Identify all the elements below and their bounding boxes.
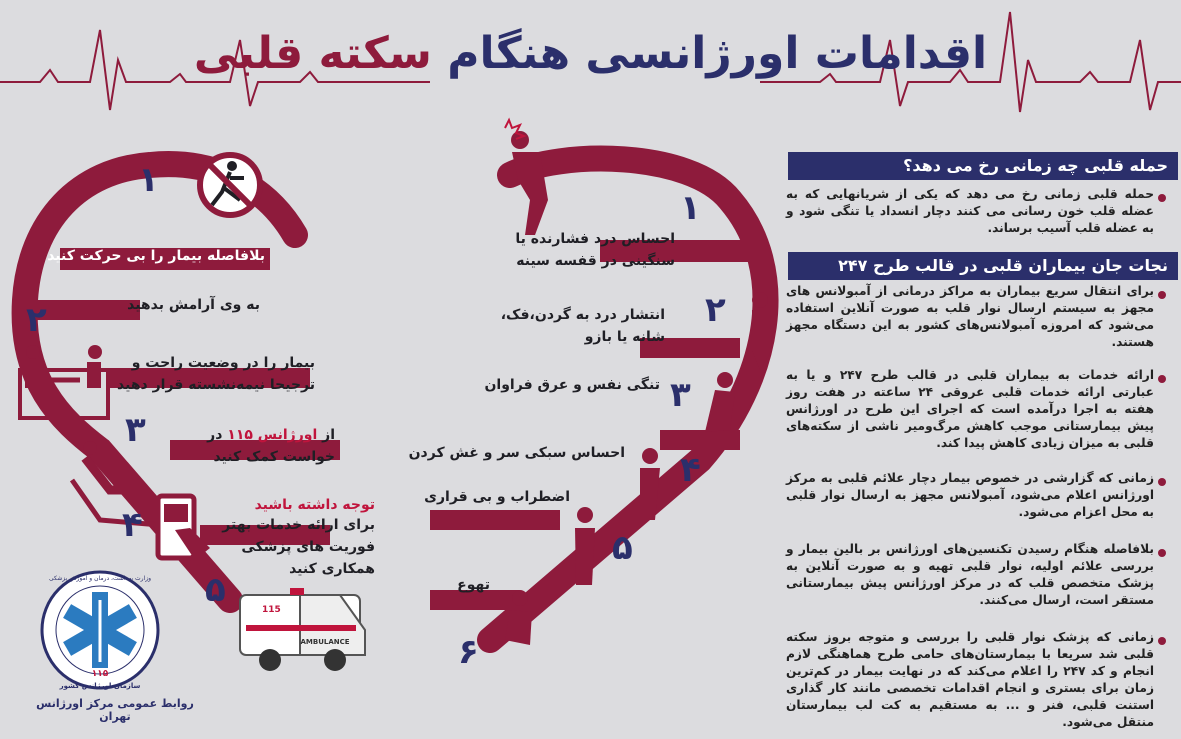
symptom6-text: تهوع [457,577,490,593]
page-title [0,28,1181,79]
plan-item-1: برای انتقال سریع بیماران به مراکز درمانی از آمبولانس های مجهز به سیستم ارسال نوار قلب به صورت آنلاین استفاده می‌شود که امروزه آمبولانس‌های کشور به این دستگاه مجهز هستند. [786,284,1154,349]
symptom3-bar [660,430,740,450]
bullet [1158,375,1166,383]
bullet [1158,478,1166,486]
plan-item-4: بلافاصله هنگام رسیدن تکنسین‌های اورژانس بر بالین بیمار و بررسی علائم اولیه، نوار قلبی تهیه و به صورت آنلاین به پزشک متخصص قلب که در مرکز اورژانس پیش بیمارستانی مستقر است، ارسال می‌کنند. [786,542,1154,607]
bullet [1158,549,1166,557]
symptom2-text: انتشار درد به گردن،فک، شانه یا بازو [500,307,665,345]
bullet [1158,637,1166,645]
plan-item-5: زمانی که پزشک نوار قلبی را بررسی و متوجه بروز سکته قلبی شد سریعا با بیمارستان‌های حامی طرح هماهنگی لازم انجام و کد ۲۴۷ را اعلام می‌کند که در نهایت بیمار در کم‌ترین زمان برای بستری و انجام اقدامات تخصصی مانند کار گذاری استنت قلبی، فنر و ... به مستقیم به کت لب بیمارستان منتقل می‌شود. [786,630,1155,729]
emergency-logo [42,572,158,690]
bullet [1158,291,1166,299]
symptom-number: ۳ [670,375,691,415]
symptom3-text: تنگی نفس و عرق فراوان [484,377,660,393]
symptom4-text: احساس سبکی سر و غش کردن [408,445,625,461]
symptom-number: ۱ [680,188,701,228]
step2-text: به وی آرامش بدهید [127,297,260,313]
step3-text: بیمار را در وضعیت راحت و ترجیحا نیمه‌نشسته قرار دهید [117,355,315,393]
step-number: ۳ [125,410,146,450]
credit-text: روابط عمومی مرکز اورژانس تهران [36,697,194,723]
sweating-figure [705,372,735,432]
heading-when-attack: حمله قلبی چه زمانی رخ می دهد؟ [788,152,1178,180]
symptom-number: ۶ [458,632,479,672]
symptom1-text: احساس درد فشارنده یا سنگینی در قفسه سینه [515,231,675,269]
step4-text-b: در خواست کمک کنید [207,427,335,465]
step1-text: بلافاصله بیمار را بی حرکت کنید [47,248,265,264]
plan-item-2: ارائه خدمات به بیماران قلبی در قالب طرح ۲۴۷ و یا به عبارتی ارائه خدمات قلبی عروقی ۲۴ ساعته در هفت روز هفته به اجرا درآمده است که اجرای این طرح در اورژانس پیش بیمارستانی موجب کاهش مرگ‌ومیر ناشی از سکته‌های قلبی به میزان زیادی کاهش پیدا کند. [786,368,1154,450]
logo-org: سازمان اورژانس کشور [59,682,141,690]
logo-ring-text: وزارت بهداشت، درمان و آموزش پزشکی [48,575,152,582]
step-number: ۴ [122,505,143,545]
ambulance-label: AMBULANCE [300,638,350,646]
bullet [1158,194,1166,202]
step5-text: برای ارائه خدمات بهتر فوریت های پزشکی همکاری کنید [222,517,375,577]
no-running-icon [200,155,260,215]
symptom-number: ۴ [680,450,701,490]
symptom-number: ۲ [705,290,726,330]
ambulance-icon [240,588,365,671]
step4-text [175,424,335,468]
heading-247-plan: نجات جان بیماران قلبی در قالب طرح ۲۴۷ [788,252,1178,280]
anxiety-figure [575,507,595,585]
symptom-number: ۵ [612,528,633,568]
title-part1: اقدامات اورژانسی هنگام [447,28,988,79]
step4-text-a: از [317,427,335,443]
logo-number: ۱۱۵ [91,669,109,679]
emergency-115-text: اورژانس ۱۱۵ [227,427,318,443]
symptom5-bar [430,510,560,530]
paragraph-when-attack: حمله قلبی زمانی رخ می دهد که یکی از شریانهایی که به عضله قلب خون رسانی می کنند دچار انسداد یا تنگی شود و به عضله قلب آسیب برساند. [786,187,1154,235]
symptom5-text: اضطراب و بی قراری [424,489,570,505]
step-number: ۱ [138,160,159,200]
attention-note: توجه داشته باشید [254,497,375,513]
step-number: ۲ [26,300,47,340]
ambulance-number: 115 [262,605,281,615]
step-number: ۵ [205,570,226,610]
plan-item-3: زمانی که گزارشی در خصوص بیمار دچار علائم قلبی به مرکز اورژانس اعلام می‌شود، آمبولانس مجهز به ارسال نوار قلبی به محل اعزام می‌شود. [786,471,1154,519]
title-part2: سکته قلبی [193,28,432,79]
